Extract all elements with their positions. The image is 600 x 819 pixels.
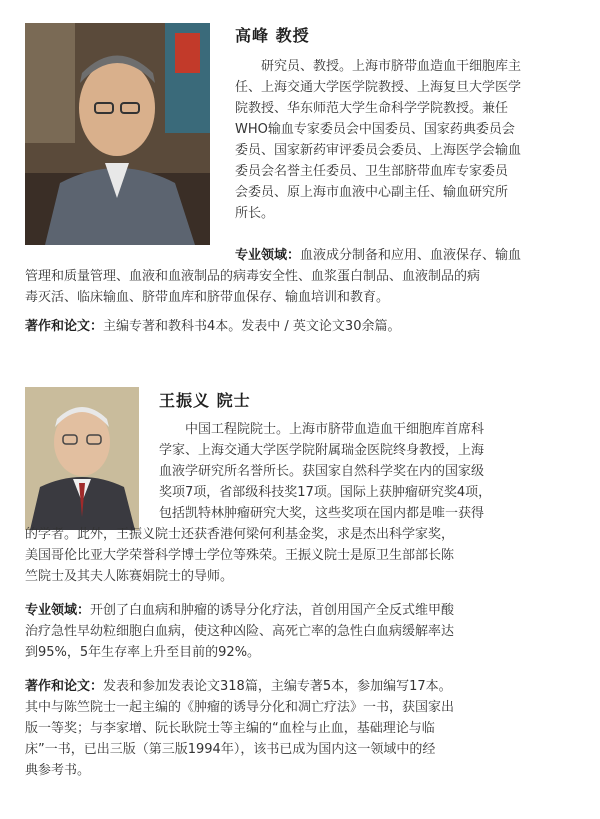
person2-bio-continued (25, 524, 587, 587)
works-label: 著作和论文： (25, 319, 104, 334)
portrait-photo-wang-zhenyi (25, 387, 139, 530)
bio-line: 院教授、华东师范大学生命科学学院教授。兼任 (235, 101, 509, 116)
specialty-line: 到95%，5年生存率上升至目前的92%。 (25, 645, 261, 660)
bio-line: 美国哥伦比亚大学荣誉科学博士学位等殊荣。王振义院士是原卫生部部长陈 (25, 548, 455, 563)
bio-line: WHO输血专家委员会中国委员、国家药典委员会 (235, 122, 515, 137)
person2-bio (159, 419, 587, 524)
works-line: 床”一书，已出三版（第三版1994年），该书已成为国内这一领域中的经 (25, 742, 436, 757)
specialty-label: 专业领域： (25, 603, 91, 618)
bio-line: 血液学研究所名誉所长。获国家自然科学奖在内的国家级 (159, 464, 485, 479)
works-text: 主编专著和教科书4本。发表中 / 英文论文30余篇。 (103, 319, 401, 334)
person2-works (25, 676, 587, 781)
bio-line: 委员、国家新药审评委员会委员、上海医学会输血 (235, 143, 522, 158)
specialty-text: 血液成分制备和应用、血液保存、输血 (300, 248, 522, 263)
works-line: 版一等奖；与李家增、阮长耿院士等主编的“血栓与止血，基础理论与临 (25, 721, 435, 736)
bio-line: 委员会名誉主任委员、卫生部脐带血库专家委员 (235, 164, 509, 179)
bio-line: 包括凯特林肿瘤研究大奖，这些奖项在国内都是唯一获得 (159, 506, 485, 521)
specialty-label: 专业领域： (235, 248, 301, 263)
person2-specialty (25, 600, 587, 663)
specialty-text: 开创了白血病和肿瘤的诱导分化疗法，首创用国产全反式维甲酸 (90, 603, 455, 618)
person1-name: 高峰 教授 (235, 26, 310, 45)
person1-works (25, 316, 587, 337)
bio-line: 的学者。此外，王振义院士还获香港何梁何利基金奖，求是杰出科学家奖， (25, 527, 455, 542)
bio-line: 学家、上海交通大学医学院附属瑞金医院终身教授，上海 (159, 443, 485, 458)
bio-line: 竺院士及其夫人陈赛娟院士的导师。 (25, 569, 234, 584)
bio-line: 奖项7项，省部级科技奖17项。国际上获肿瘤研究奖4项， (159, 485, 492, 500)
specialty-line: 毒灭活、临床输血、脐带血库和脐带血保存、输血培训和教育。 (25, 290, 390, 305)
works-text: 发表和参加发表论文318篇，主编专著5本，参加编写17本。 (103, 679, 452, 694)
works-line: 其中与陈竺院士一起主编的《肿瘤的诱导分化和凋亡疗法》一书，获国家出 (25, 700, 455, 715)
person1-bio (235, 56, 587, 224)
specialty-line: 治疗急性早幼粒细胞白血病，使这种凶险、高死亡率的急性白血病缓解率达 (25, 624, 455, 639)
works-label: 著作和论文： (25, 679, 104, 694)
portrait-gao-feng-illustration (25, 23, 210, 245)
bio-line: 任、上海交通大学医学院教授、上海复旦大学医学 (235, 80, 522, 95)
person1-specialty (25, 245, 587, 308)
bio-line: 中国工程院院士。上海市脐带血造血干细胞库首席科 (185, 422, 485, 437)
specialty-line: 管理和质量管理、血液和血液制品的病毒安全性、血浆蛋白制品、血液制品的病 (25, 269, 481, 284)
portrait-photo-gao-feng (25, 23, 210, 245)
portrait-wang-zhenyi-illustration (25, 387, 139, 530)
bio-line: 所长。 (235, 206, 275, 221)
bio-line: 会委员、原上海市血液中心副主任、输血研究所 (235, 185, 509, 200)
works-line: 典参考书。 (25, 763, 91, 778)
person2-name: 王振义 院士 (159, 391, 251, 410)
bio-line: 研究员、教授。上海市脐带血造血干细胞库主 (261, 59, 522, 74)
